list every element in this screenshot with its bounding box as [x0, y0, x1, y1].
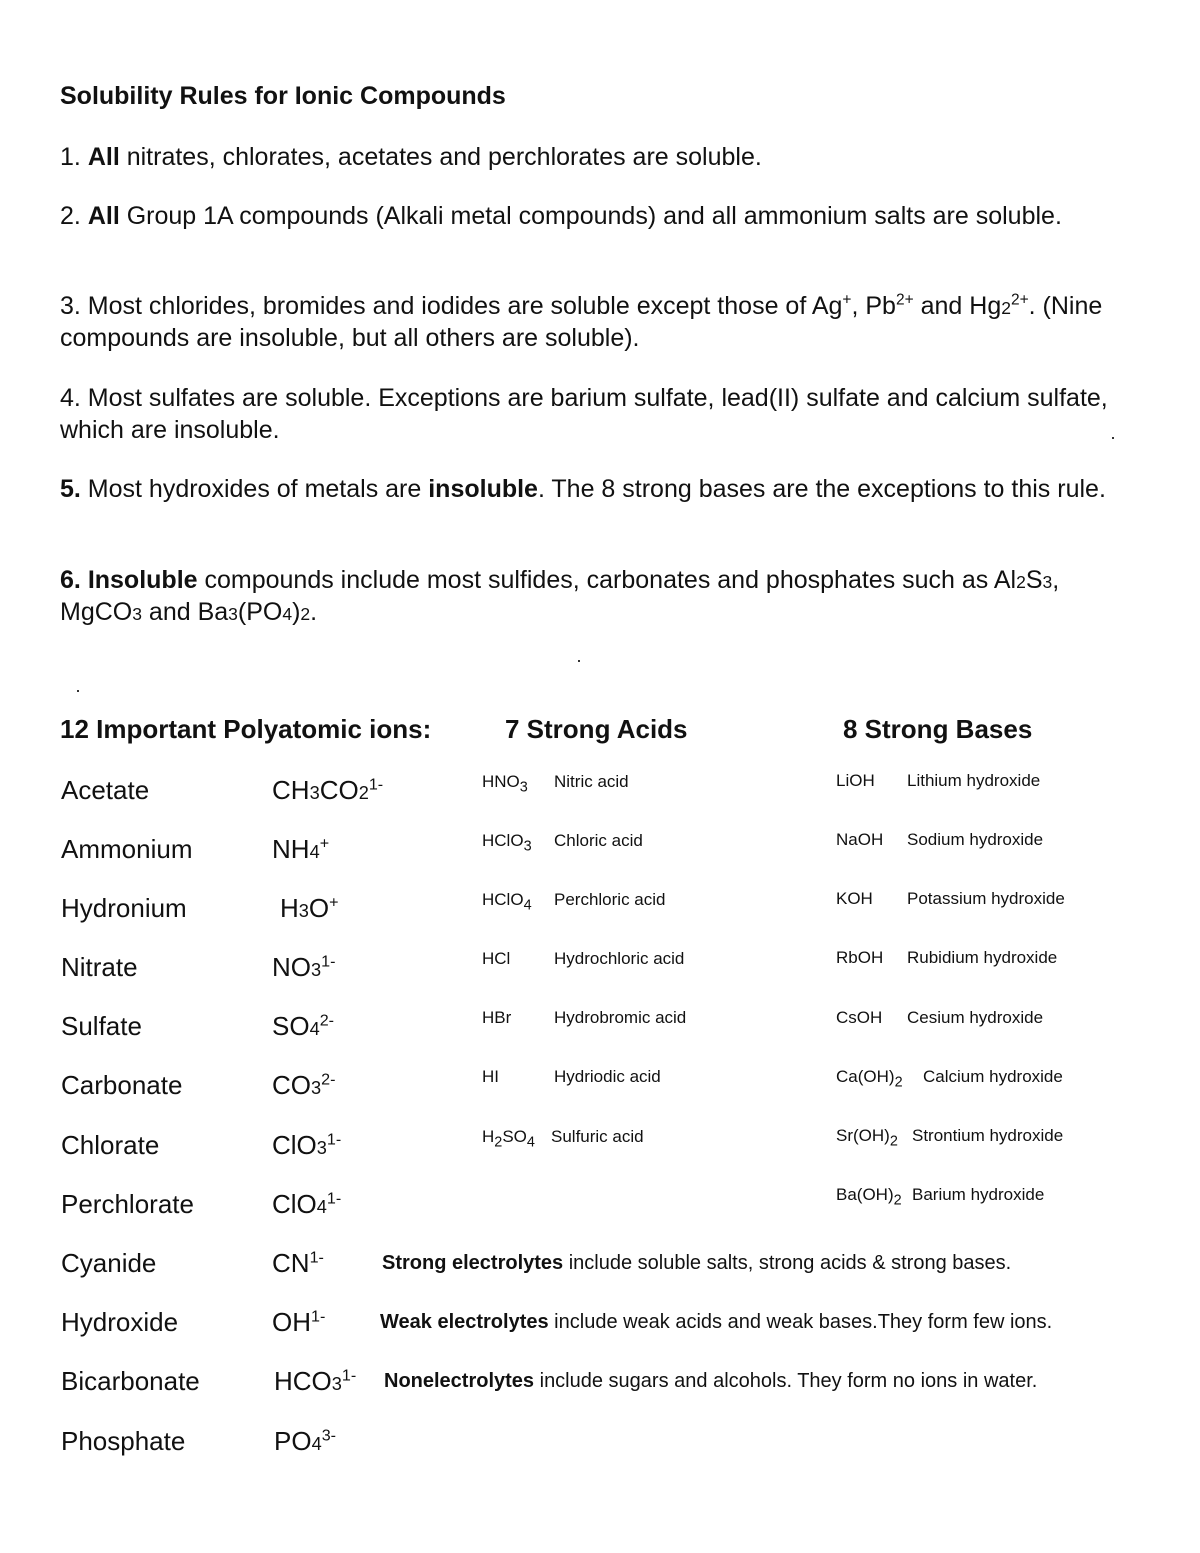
base-formula: RbOH	[836, 948, 884, 967]
rule-1: 1. All nitrates, chlorates, acetates and perchlorates are soluble.	[60, 143, 762, 171]
ion-name: Phosphate	[61, 1426, 186, 1456]
electrolyte-note-non: Nonelectrolytes include sugars and alcohols. They form no ions in water.	[384, 1370, 1038, 1392]
acids-header: 7 Strong Acids	[505, 714, 688, 744]
acid-name: Sulfuric acid	[551, 1127, 644, 1146]
scan-speck	[77, 690, 79, 692]
ion-formula: $NO3^{1-}$	[272, 952, 336, 982]
rule-3: 3. Most chlorides, bromides and iodides are soluble except those of Ag+, $Pb^{2+}$ and $Hg2^{2+}$. (Nine compounds are insoluble, but all others are soluble).	[60, 291, 1103, 352]
scan-speck	[578, 660, 580, 662]
base-formula: NaOH	[836, 830, 884, 849]
ion-name: Cyanide	[61, 1248, 157, 1278]
base-formula: $Ba(OH)_2$	[836, 1185, 902, 1209]
base-name: Lithium hydroxide	[907, 771, 1041, 790]
rule-5: 5. Most hydroxides of metals are insoluble. The 8 strong bases are the exceptions to this rule.	[60, 475, 1106, 503]
ion-name: Acetate	[61, 775, 150, 805]
scan-speck	[1112, 437, 1114, 439]
page-title: Solubility Rules for Ionic Compounds	[60, 82, 506, 110]
acid-name: Perchloric acid	[554, 890, 666, 909]
rule-2: 2. All Group 1A compounds (Alkali metal compounds) and all ammonium salts are soluble.	[60, 202, 1062, 230]
acid-formula: HClO$_3$	[482, 831, 532, 855]
ion-name: Hydronium	[61, 893, 187, 923]
base-formula: LiOH	[836, 771, 875, 790]
acid-name: Hydrobromic acid	[554, 1008, 687, 1027]
ion-name: Bicarbonate	[61, 1366, 200, 1396]
acid-name: Chloric acid	[554, 831, 643, 850]
base-name: Potassium hydroxide	[907, 889, 1065, 908]
rule-6: 6. Insoluble compounds include most sulfides, carbonates and phosphates such as Al2S3, MgCO3 and Ba3(PO4)2.	[60, 566, 1060, 626]
ion-formula: $ClO4^{1-}$	[272, 1189, 342, 1219]
base-name: Cesium hydroxide	[907, 1008, 1044, 1027]
acid-name: Hydrochloric acid	[554, 949, 685, 968]
ion-name: Carbonate	[61, 1070, 183, 1100]
ions-header: 12 Important Polyatomic ions:	[60, 714, 432, 744]
base-formula: $Sr(OH)_2$	[836, 1126, 898, 1150]
electrolyte-note-strong: Strong electrolytes include soluble salts, strong acids & strong bases.	[382, 1252, 1012, 1274]
ion-formula: $HCO3^{1-}$	[274, 1366, 357, 1396]
bases-header: 8 Strong Bases	[843, 714, 1033, 744]
base-formula: $Ca(OH)_2$	[836, 1067, 903, 1091]
acid-formula: $HNO_3$	[482, 772, 528, 796]
acid-formula: HClO$_4$	[482, 890, 532, 914]
ion-name: Hydroxide	[61, 1307, 179, 1337]
acid-name: Hydriodic acid	[554, 1067, 661, 1086]
ion-formula: H3O+	[280, 893, 339, 923]
acid-formula: $H_2SO_4$	[482, 1127, 535, 1151]
ion-formula: NH4+	[272, 834, 330, 864]
acid-name: Nitric acid	[554, 772, 629, 791]
acid-formula: HI	[482, 1067, 499, 1086]
base-formula: CsOH	[836, 1008, 883, 1027]
ion-name: Sulfate	[61, 1011, 142, 1041]
ion-name: Nitrate	[61, 952, 138, 982]
ion-formula: $PO4^{3-}$	[274, 1426, 337, 1456]
base-formula: KOH	[836, 889, 873, 908]
base-name: Strontium hydroxide	[912, 1126, 1064, 1145]
acid-formula: HCl	[482, 949, 511, 968]
base-name: Calcium hydroxide	[923, 1067, 1063, 1086]
ion-formula: $OH^{1-}$	[272, 1307, 326, 1337]
ion-formula: $ClO3^{1-}$	[272, 1130, 342, 1160]
base-name: Sodium hydroxide	[907, 830, 1044, 849]
base-name: Rubidium hydroxide	[907, 948, 1058, 967]
ion-name: Ammonium	[61, 834, 193, 864]
electrolyte-note-weak: Weak electrolytes include weak acids and weak bases.They form few ions.	[380, 1311, 1053, 1333]
ion-formula: $CH3CO2^{1-}$	[272, 775, 384, 805]
ion-name: Chlorate	[61, 1130, 160, 1160]
ion-name: Perchlorate	[61, 1189, 194, 1219]
ion-formula: $SO4^{2-}$	[272, 1011, 335, 1041]
rule-4: 4. Most sulfates are soluble. Exceptions are barium sulfate, lead(II) sulfate and calcium sulfate, which are insoluble.	[60, 384, 1108, 444]
acid-formula: HBr	[482, 1008, 512, 1027]
ion-formula: $CO3^{2-}$	[272, 1070, 336, 1100]
base-name: Barium hydroxide	[912, 1185, 1045, 1204]
ion-formula: $CN^{1-}$	[272, 1248, 324, 1278]
